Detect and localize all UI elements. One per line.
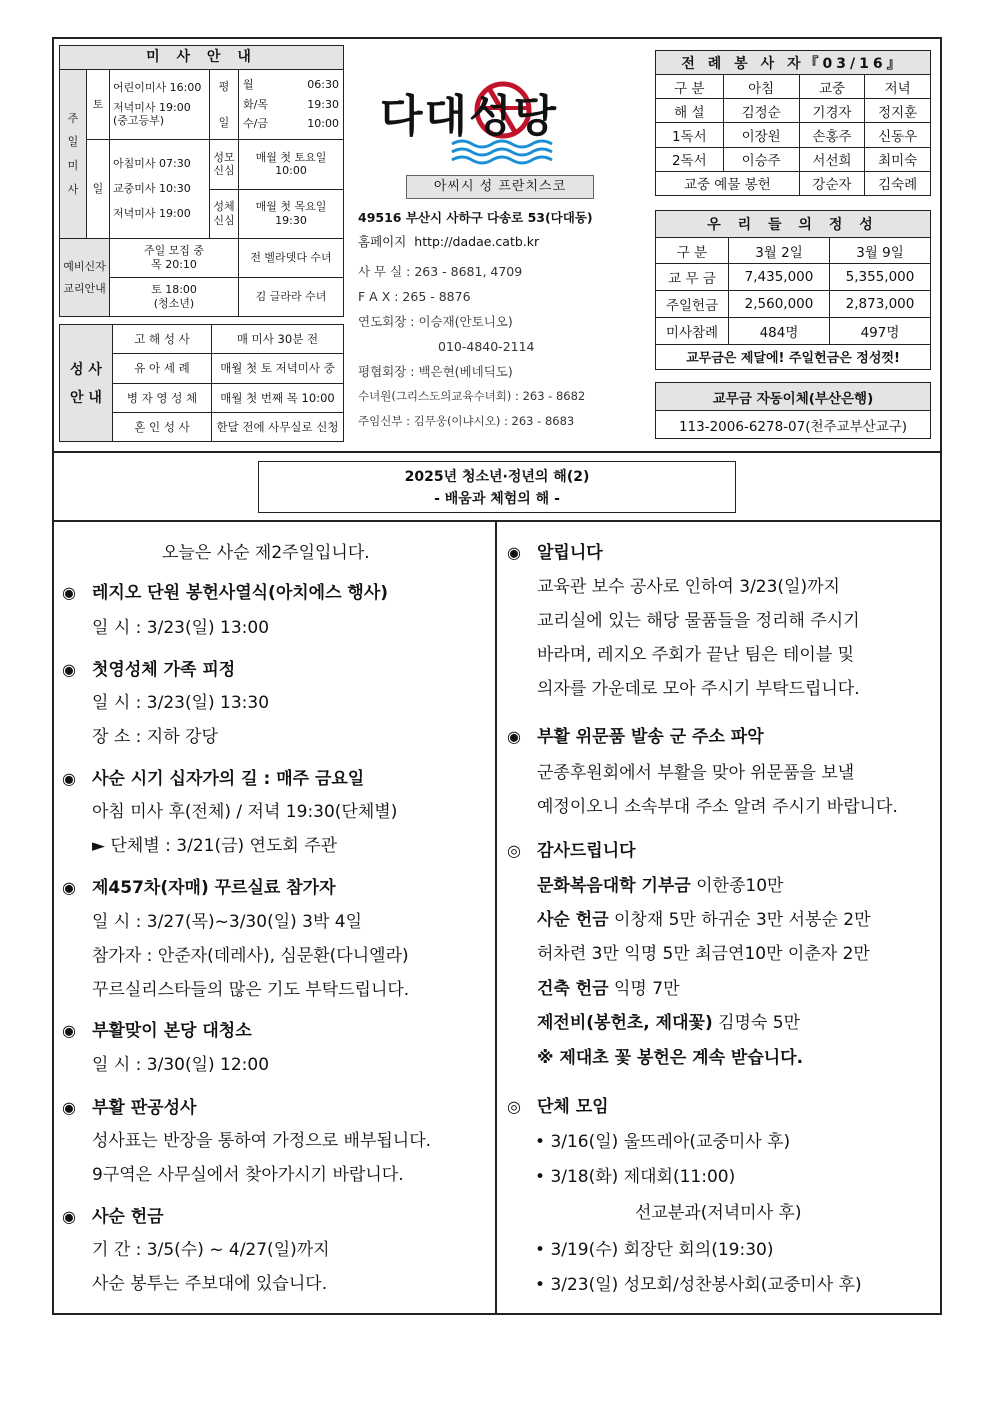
bullet-icon: ◉ <box>62 1021 76 1040</box>
thanks-line: 사순 헌금 이창재 5만 하귀순 3만 서봉순 2만 <box>537 910 871 930</box>
homepage: 홈페이지 http://dadae.catb.kr <box>358 234 540 249</box>
autopay-account: 113-2006-6278-07(천주교부산교구) <box>656 411 931 439</box>
notice-line: 일 시 : 3/30(일) 12:00 <box>92 1055 270 1075</box>
notice-line: 군종후원회에서 부활을 맞아 위문품을 보낼 <box>537 763 855 783</box>
bullet-icon: ◉ <box>62 1207 76 1226</box>
liturgy-header: 구 분 <box>656 75 724 99</box>
left-column <box>62 536 487 1306</box>
liturgy-cell: 손홍주 <box>799 123 865 147</box>
notice-line: 교육관 보수 공사로 인하여 3/23(일)까지 <box>537 577 840 597</box>
finance-cell: 5,355,000 <box>830 264 931 291</box>
eucharist-devotion-label: 성체 신심 <box>210 189 239 238</box>
circle-icon: ◎ <box>507 841 521 860</box>
finance-cell: 교 무 금 <box>656 264 729 291</box>
group-item: 선교분과(저녁미사 후) <box>635 1203 802 1223</box>
president: 연도회장 : 이승재(안토니오) <box>358 314 513 329</box>
notice-title: 알립니다 <box>537 543 603 563</box>
notice-line: 예정이오니 소속부대 주소 알려 주시기 바랍니다. <box>537 797 898 817</box>
finance-cell: 7,435,000 <box>729 264 830 291</box>
liturgy-cell: 신동우 <box>865 123 931 147</box>
sacrament-name: 병 자 영 성 체 <box>113 383 212 412</box>
office-phone: 사 무 실 : 263 - 8681, 4709 <box>358 264 523 279</box>
sacrament-info: 매월 첫 토 저녁미사 중 <box>212 354 344 383</box>
thanks-title: 감사드립니다 <box>537 841 636 861</box>
notice-line: 일 시 : 3/27(목)~3/30(일) 3박 4일 <box>92 912 363 932</box>
thanks-line: 허차련 3만 익명 5만 최금연10만 이춘자 2만 <box>537 944 870 964</box>
finance-header: 3월 9일 <box>830 237 931 264</box>
offering-label: 교중 예물 봉헌 <box>656 171 800 195</box>
notice-line: 꾸르실리스타들의 많은 기도 부탁드립니다. <box>92 980 410 1000</box>
convent: 수녀원(그리스도의교육수녀회) : 263 - 8682 <box>358 389 586 403</box>
liturgy-header: 교중 <box>799 75 865 99</box>
theme-line-2: - 배움과 체험의 해 - <box>434 491 560 507</box>
notice-line: 성사표는 반장을 통하여 가정으로 배부됩니다. <box>92 1131 432 1151</box>
group-item: • 3/18(화) 제대회(11:00) <box>535 1167 736 1187</box>
thanks-note: ※ 제대초 꽃 봉헌은 계속 받습니다. <box>537 1048 804 1068</box>
notice-line: 기 간 : 3/5(수) ~ 4/27(일)까지 <box>92 1240 330 1260</box>
liturgy-header: 저녁 <box>865 75 931 99</box>
weekday-label: 평 일 <box>210 70 239 140</box>
bullet-icon: ◉ <box>62 1098 76 1117</box>
finance-cell: 497명 <box>830 317 931 344</box>
saturday-label: 토 <box>87 70 110 140</box>
theme-divider <box>52 520 942 522</box>
bullet-icon: ◉ <box>507 727 521 746</box>
year-theme-box <box>258 461 736 513</box>
sacrament-info: 한달 전에 사무실로 신청 <box>212 412 344 441</box>
finance-note: 교무금은 제달에! 주일헌금은 정성껏! <box>656 344 931 369</box>
liturgy-cell: 1독서 <box>656 123 724 147</box>
weekday-times: 월 06:30 화/목 19:30 수/금 10:00 <box>239 70 344 140</box>
notice-line: 일 시 : 3/23(일) 13:30 <box>92 693 270 713</box>
finance-cell: 2,873,000 <box>830 291 931 318</box>
sacrament-info: 매월 첫 번째 목 10:00 <box>212 383 344 412</box>
eucharist-devotion-time: 매월 첫 목요일 19:30 <box>239 189 344 238</box>
liturgy-cell: 김정순 <box>723 99 799 123</box>
offering-person: 김숙례 <box>865 171 931 195</box>
address: 49516 부산시 사하구 다송로 53(다대동) <box>358 210 593 225</box>
sacrament-info: 매 미사 30분 전 <box>212 325 344 354</box>
liturgy-cell: 2독서 <box>656 147 724 171</box>
bullet-icon: ◉ <box>62 583 76 602</box>
notice-line: 9구역은 사무실에서 찾아가시기 바랍니다. <box>92 1165 404 1185</box>
sunday-mass-label: 주 일 미 사 <box>60 70 87 239</box>
president-phone: 010-4840-2114 <box>438 339 535 354</box>
notice-title: 부활 위문품 발송 군 주소 파악 <box>537 727 764 747</box>
liturgy-cell: 해 설 <box>656 99 724 123</box>
patron-saint: 아씨시 성 프란치스코 <box>406 175 594 199</box>
offerings-box <box>655 210 931 370</box>
homepage-link[interactable]: http://dadae.catb.kr <box>414 234 540 249</box>
group-item: • 3/19(수) 회장단 회의(19:30) <box>535 1240 774 1260</box>
sacraments-box <box>59 324 344 442</box>
marian-devotion-time: 매월 첫 토요일 10:00 <box>239 140 344 189</box>
notice-line: 교리실에 있는 해당 물품들을 정리해 주시기 <box>537 611 860 631</box>
notice-line: 일 시 : 3/23(일) 13:00 <box>92 618 270 638</box>
finance-header: 3월 2일 <box>729 237 830 264</box>
liturgy-header: 아침 <box>723 75 799 99</box>
notice-title: 제457차(자매) 꾸르실료 참가자 <box>92 878 336 898</box>
liturgy-cell: 서선희 <box>799 147 865 171</box>
groups-title: 단체 모임 <box>537 1097 609 1117</box>
circle-icon: ◎ <box>507 1097 521 1116</box>
notice-title: 첫영성체 가족 피정 <box>92 660 236 680</box>
sunday-masses: 아침미사 07:30 교중미사 10:30 저녁미사 19:00 <box>110 140 210 239</box>
notice-line: 참가자 : 안준자(데레사), 심문환(다니엘라) <box>92 946 409 966</box>
notice-line: 장 소 : 지하 강당 <box>92 727 218 747</box>
finance-cell: 미사참례 <box>656 317 729 344</box>
pastor: 주임신부 : 김무웅(이냐시오) : 263 - 8683 <box>358 414 575 428</box>
autopay-box <box>655 382 931 439</box>
sunday-label: 일 <box>87 140 110 239</box>
notice-title: 사순 시기 십자가의 길 : 매주 금요일 <box>92 769 365 789</box>
finance-cell: 주일헌금 <box>656 291 729 318</box>
sacrament-name: 고 해 성 사 <box>113 325 212 354</box>
liturgy-cell: 정지훈 <box>865 99 931 123</box>
header-divider <box>52 451 942 453</box>
notice-title: 부활맞이 본당 대청소 <box>92 1021 252 1041</box>
sacrament-name: 유 아 세 례 <box>113 354 212 383</box>
marian-devotion-label: 성모 신심 <box>210 140 239 189</box>
right-column <box>507 536 935 1306</box>
liturgy-cell: 기경자 <box>799 99 865 123</box>
fax: F A X : 265 - 8876 <box>358 289 471 304</box>
notice-line: 바라며, 레지오 주회가 끝난 팀은 테이블 및 <box>537 645 855 665</box>
autopay-title: 교무금 자동이체(부산은행) <box>656 383 931 411</box>
catechumen-teacher-1: 전 벨라뎃다 수녀 <box>239 239 344 278</box>
notice-line: 아침 미사 후(전체) / 저녁 19:30(단체별) <box>92 802 398 822</box>
catechumen-time-2: 토 18:00 (청소년) <box>110 278 239 317</box>
parish-logo <box>380 80 625 170</box>
saturday-masses: 어린이미사 16:00 저녁미사 19:00 (중고등부) <box>110 70 210 140</box>
finance-cell: 484명 <box>729 317 830 344</box>
thanks-line: 문화복음대학 기부금 이한종10만 <box>537 876 784 896</box>
notice-line: 의자를 가운데로 모아 주시기 부탁드립니다. <box>537 679 860 699</box>
group-item: • 3/16(일) 울뜨레아(교중미사 후) <box>535 1132 791 1152</box>
liturgy-ministers-box <box>655 50 931 196</box>
mass-schedule-box <box>59 45 344 315</box>
group-item: • 3/23(일) 성모회/성찬봉사회(교중미사 후) <box>535 1275 862 1295</box>
finance-title: 우 리 들 의 정 성 <box>656 211 931 238</box>
catechumen-label: 예비신자 교리안내 <box>60 239 110 317</box>
finance-cell: 2,560,000 <box>729 291 830 318</box>
council-president: 평협회장 : 백은현(베네딕도) <box>358 364 513 379</box>
intro: 오늘은 사순 제2주일입니다. <box>162 543 370 563</box>
devotion-cell <box>210 140 344 239</box>
notice-title: 레지오 단원 봉헌사열식(아치에스 행사) <box>92 583 389 603</box>
notice-line: 사순 봉투는 주보대에 있습니다. <box>92 1274 328 1294</box>
column-divider <box>495 520 497 1315</box>
liturgy-cell: 이장원 <box>723 123 799 147</box>
bullet-icon: ◉ <box>62 878 76 897</box>
parish-name: 다대성당 <box>380 91 559 142</box>
sacrament-name: 혼 인 성 사 <box>113 412 212 441</box>
notice-title: 부활 판공성사 <box>92 1098 197 1118</box>
liturgy-title: 전 례 봉 사 자『03/16』 <box>656 51 931 75</box>
catechumen-teacher-2: 김 글라라 수녀 <box>239 278 344 317</box>
catechumen-time-1: 주일 모집 중 목 20:10 <box>110 239 239 278</box>
bullet-icon: ◉ <box>507 543 521 562</box>
offering-person: 강순자 <box>799 171 865 195</box>
finance-header: 구 분 <box>656 237 729 264</box>
theme-line-1: 2025년 청소년·정년의 해(2) <box>404 469 590 485</box>
liturgy-cell: 최미숙 <box>865 147 931 171</box>
thanks-line: 건축 헌금 익명 7만 <box>537 979 680 999</box>
notice-line: ► 단체별 : 3/21(금) 연도회 주관 <box>92 836 338 856</box>
sacraments-label: 성 사 안 내 <box>60 325 113 442</box>
thanks-line: 제전비(봉헌초, 제대꽃) 김명숙 5만 <box>537 1013 801 1033</box>
notice-title: 사순 헌금 <box>92 1207 164 1227</box>
mass-title: 미 사 안 내 <box>60 46 344 70</box>
bullet-icon: ◉ <box>62 769 76 788</box>
bullet-icon: ◉ <box>62 660 76 679</box>
liturgy-cell: 이승주 <box>723 147 799 171</box>
